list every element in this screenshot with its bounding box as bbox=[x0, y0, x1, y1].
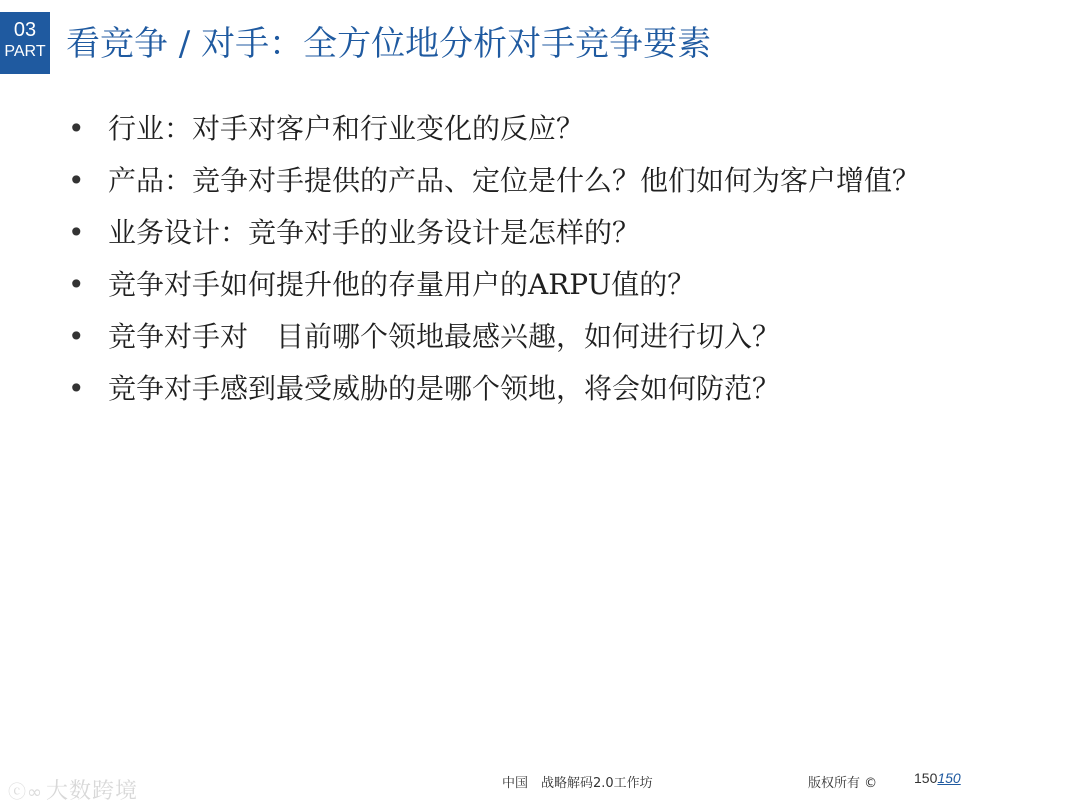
watermark-text: 大数跨境 bbox=[46, 779, 139, 804]
bullet-item bbox=[68, 106, 1028, 151]
watermark-logo-icon: ⓒ∞ bbox=[8, 782, 43, 803]
bullet-dot-icon: • bbox=[68, 216, 85, 249]
bullet-dot-icon: • bbox=[68, 268, 85, 301]
footer-copyright: 版权所有 © bbox=[808, 776, 878, 791]
slide-title: 看竞争 / 对手：全方位地分析对手竞争要素 bbox=[66, 24, 712, 64]
bullet-text: 业务设计：竞争对手的业务设计是怎样的？ bbox=[108, 216, 641, 249]
bullet-item bbox=[68, 314, 1028, 359]
watermark bbox=[8, 774, 138, 805]
bullet-text: 竞争对手如何提升他的存量用户的ARPU值的？ bbox=[108, 268, 696, 301]
footer-org: 中国 战略解码2.0工作坊 bbox=[502, 776, 653, 791]
bullet-item bbox=[68, 158, 1028, 203]
bullet-item bbox=[68, 262, 1028, 307]
page-number-value: 150 bbox=[914, 770, 938, 786]
bullet-text: 竞争对手对 目前哪个领地最感兴趣，如何进行切入？ bbox=[108, 320, 781, 353]
page-total-link[interactable]: 150 bbox=[937, 770, 961, 786]
bullet-text: 产品：竞争对手提供的产品、定位是什么？他们如何为客户增值？ bbox=[108, 164, 921, 197]
bullet-dot-icon: • bbox=[68, 164, 85, 197]
part-label: PART bbox=[4, 43, 46, 60]
bullet-item bbox=[68, 366, 1028, 411]
bullet-dot-icon: • bbox=[68, 112, 85, 145]
page-number bbox=[914, 770, 961, 786]
bullet-text: 竞争对手感到最受威胁的是哪个领地，将会如何防范？ bbox=[108, 372, 781, 405]
part-number: 03 bbox=[13, 19, 37, 41]
bullet-dot-icon: • bbox=[68, 320, 85, 353]
bullet-dot-icon: • bbox=[68, 372, 85, 405]
bullet-list bbox=[68, 106, 1028, 418]
bullet-item bbox=[68, 210, 1028, 255]
part-badge bbox=[0, 12, 50, 74]
bullet-text: 行业：对手对客户和行业变化的反应？ bbox=[108, 112, 585, 145]
